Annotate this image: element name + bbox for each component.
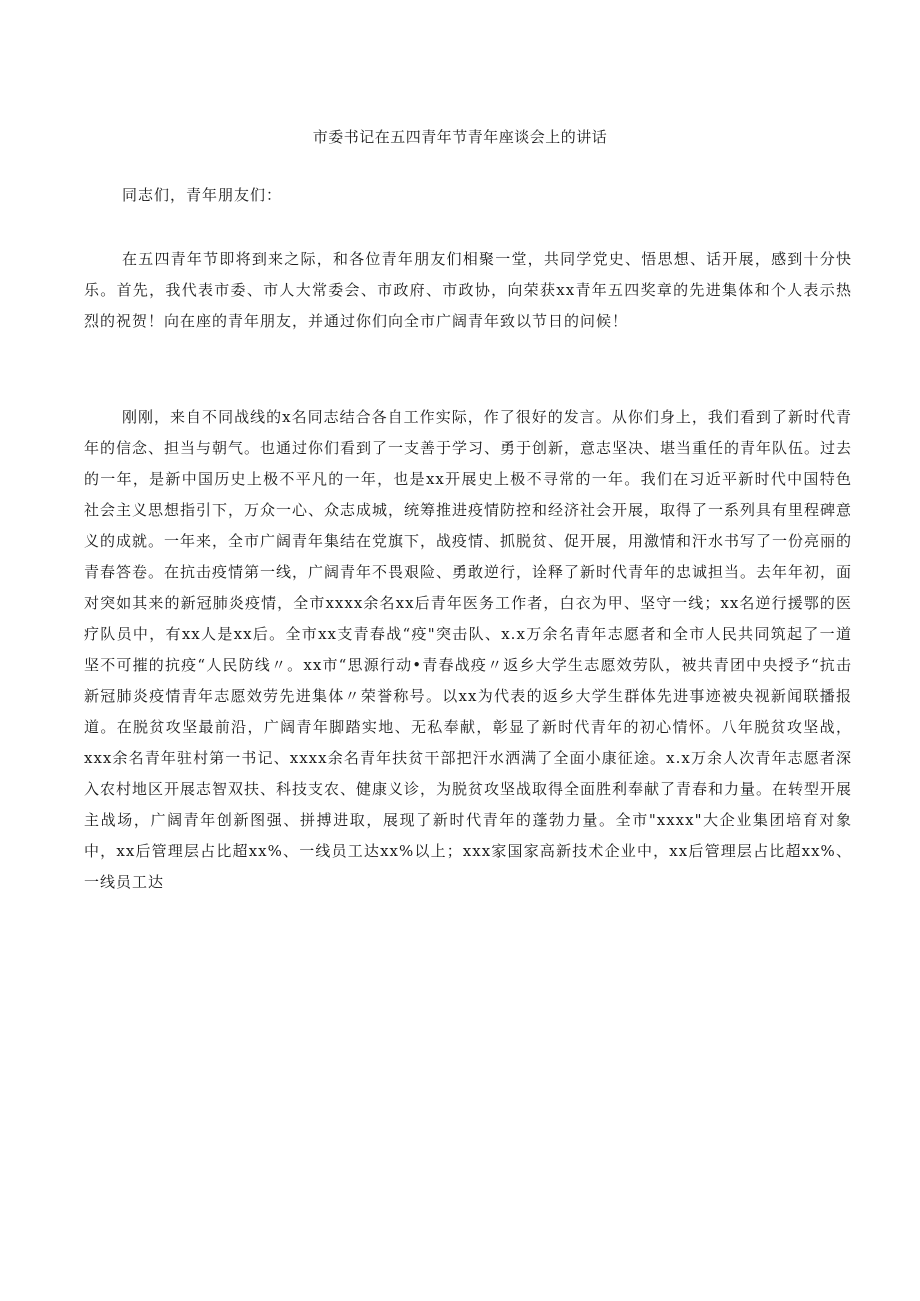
paragraph-opening: 在五四青年节即将到来之际，和各位青年朋友们相聚一堂，共同学党史、悟思想、话开展，感到十分快乐。首先，我代表市委、市人大常委会、市政府、市政协，向荣获xx青年五四奖章的先进集体和个人表示热烈的祝贺！向在座的青年朋友，并通过你们向全市广阔青年致以节日的问候！ [84,250,852,330]
document-title: 市委书记在五四青年节青年座谈会上的讲话 [312,128,608,146]
salutation: 同志们，青年朋友们： [122,186,283,204]
paragraph-achievements: 刚刚，来自不同战线的x名同志结合各自工作实际，作了很好的发言。从你们身上，我们看到了新时代青年的信念、担当与朝气。也通过你们看到了一支善于学习、勇于创新，意志坚决、堪当重任的青年队伍。过去的一年，是新中国历史上极不平凡的一年，也是xx开展史上极不寻常的一年。我们在习近平新时代中国特色社会主义思想指引下，万众一心、众志成城，统筹推进疫情防控和经济社会开展，取得了一系列具有里程碑意义的成就。一年来，全市广阔青年集结在党旗下，战疫情、抓脱贫、促开展，用激情和汗水书写了一份亮丽的青春答卷。在抗击疫情第一线，广阔青年不畏艰险、勇敢逆行，诠释了新时代青年的忠诚担当。去年年初，面对突如其来的新冠肺炎疫情，全市xxxx余名xx后青年医务工作者，白衣为甲、坚守一线；xx名逆行援鄂的医疗队员中，有xx人是xx后。全市xx支青春战“疫"突击队、x.x万余名青年志愿者和全市人民共同筑起了一道坚不可摧的抗疫“人民防线〃。xx市“思源行动•青春战疫〃返乡大学生志愿效劳队，被共青团中央授予“抗击新冠肺炎疫情青年志愿效劳先进集体〃荣誉称号。以xx为代表的返乡大学生群体先进事迹被央视新闻联播报道。在脱贫攻坚最前沿，广阔青年脚踏实地、无私奉献，彰显了新时代青年的初心情怀。八年脱贫攻坚战，xxx余名青年驻村第一书记、xxxx余名青年扶贫干部把汗水洒满了全面小康征途。x.x万余人次青年志愿者深入农村地区开展志智双扶、科技支农、健康义诊，为脱贫攻坚战取得全面胜利奉献了青春和力量。在转型开展主战场，广阔青年创新图强、拼搏进取，展现了新时代青年的蓬勃力量。全市"xxxx"大企业集团培育对象中，xx后管理层占比超xx%、一线员工达xx%以上；xxx家国家高新技术企业中，xx后管理层占比超xx%、一线员工达 [84,408,853,891]
